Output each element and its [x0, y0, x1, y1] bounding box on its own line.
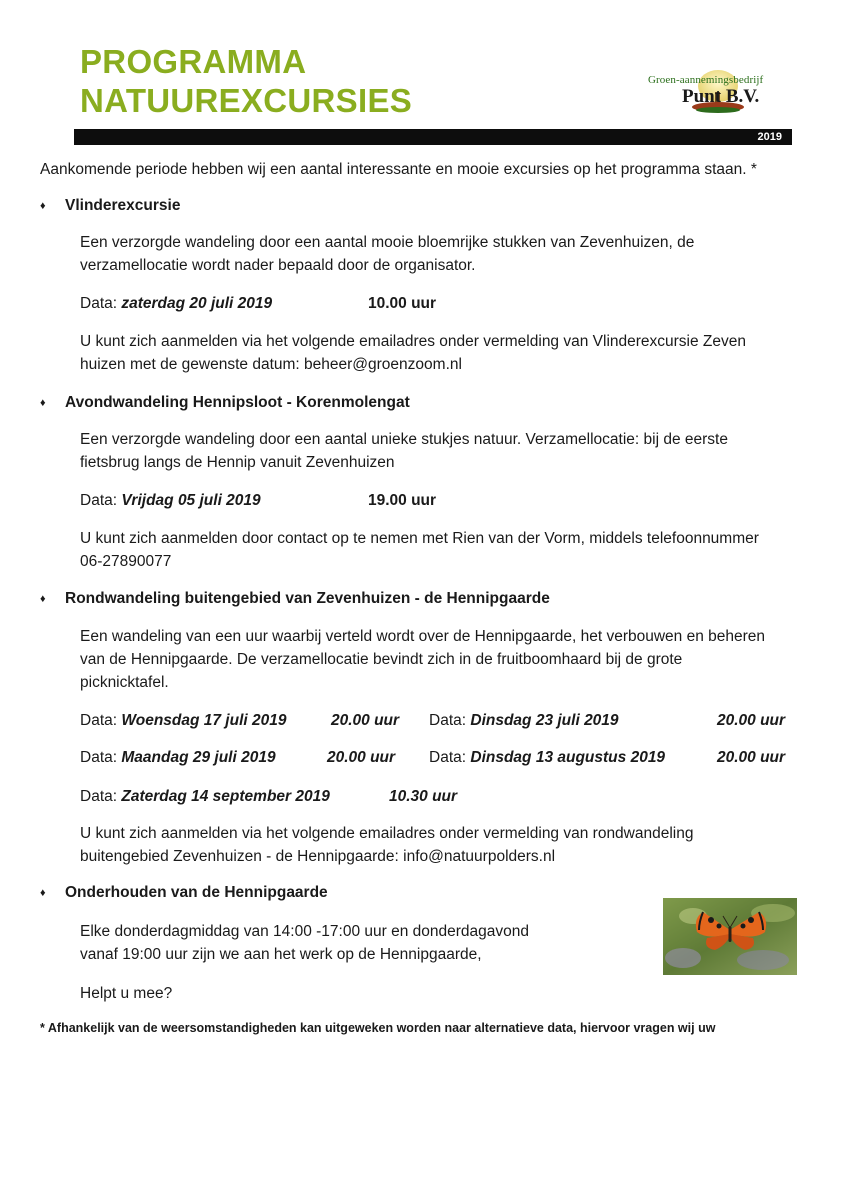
- date-value: Woensdag 17 juli 2019: [121, 712, 287, 729]
- butterfly-icon: [663, 898, 797, 975]
- bullet-icon: ♦: [40, 200, 46, 212]
- date-value: zaterdag 20 juli 2019: [121, 295, 273, 312]
- date-label: Data:: [80, 749, 118, 766]
- section-desc-line: verzamellocatie wordt nader bepaald door de organisator.: [80, 257, 476, 274]
- section-title: Onderhouden van de Hennipgaarde: [65, 884, 328, 901]
- section-desc-line: Elke donderdagmiddag van 14:00 -17:00 uur en donderdagavond: [80, 923, 529, 940]
- signup-line: buitengebied Zevenhuizen - de Hennipgaarde: info@natuurpolders.nl: [80, 848, 556, 865]
- section-title: Rondwandeling buitengebied van Zevenhuizen - de Hennipgaarde: [65, 590, 550, 607]
- section-desc-line: van de Hennipgaarde. De verzamellocatie bevindt zich in de fruitboomhaard bij de grote: [80, 651, 683, 668]
- signup-line: 06-27890077: [80, 553, 172, 570]
- date-row: [80, 746, 276, 769]
- time-value: 10.30 uur: [389, 788, 458, 805]
- bullet-icon: ♦: [40, 397, 46, 409]
- date-row: [429, 709, 619, 732]
- signup-line: U kunt zich aanmelden via het volgende emailadres onder vermelding van Vlinderexcursie Zeven: [80, 333, 747, 350]
- date-row: [80, 489, 261, 512]
- date-label: Data:: [429, 712, 467, 729]
- company-logo: [648, 70, 798, 122]
- date-value: Maandag 29 juli 2019: [121, 749, 276, 766]
- bullet-icon: ♦: [40, 593, 46, 605]
- intro-text: Aankomende periode hebben wij een aantal interessante en mooie excursies op het programma staan. *: [40, 161, 757, 178]
- section-desc-line: vanaf 19:00 uur zijn we aan het werk op de Hennipgaarde,: [80, 946, 482, 963]
- date-value: Vrijdag 05 juli 2019: [121, 492, 261, 509]
- title-line-1: PROGRAMMA: [80, 43, 307, 80]
- logo-company-name: Punt B.V.: [682, 86, 760, 107]
- date-row: [80, 292, 272, 315]
- date-label: Data:: [80, 788, 118, 805]
- date-row: [80, 709, 287, 732]
- section-desc-line: Een wandeling van een uur waarbij verteld wordt over de Hennipgaarde, het verbouwen en beheren: [80, 628, 766, 645]
- time-value: 20.00 uur: [327, 749, 396, 766]
- section-desc-line: Een verzorgde wandeling door een aantal mooie bloemrijke stukken van Zevenhuizen, de: [80, 234, 695, 251]
- section-desc-line: fietsbrug langs de Hennip vanuit Zevenhuizen: [80, 454, 395, 471]
- section-desc-line: picknicktafel.: [80, 674, 169, 691]
- date-value: Dinsdag 23 juli 2019: [470, 712, 619, 729]
- time-value: 20.00 uur: [717, 712, 786, 729]
- logo-tagline: Groen-aannemingsbedrijf: [648, 74, 764, 86]
- date-label: Data:: [80, 295, 118, 312]
- year-label: 2019: [757, 131, 782, 143]
- date-value: Zaterdag 14 september 2019: [121, 788, 330, 805]
- title-line-2: NATUUREXCURSIES: [80, 82, 413, 119]
- page-title: [80, 42, 412, 120]
- date-label: Data:: [80, 712, 118, 729]
- date-label: Data:: [80, 492, 118, 509]
- date-label: Data:: [429, 749, 467, 766]
- signup-line: huizen met de gewenste datum: beheer@groenzoom.nl: [80, 356, 462, 373]
- time-value: 10.00 uur: [368, 295, 437, 312]
- header-bar: [74, 129, 792, 145]
- butterfly-photo: [663, 898, 797, 975]
- closing-question: Helpt u mee?: [80, 985, 173, 1002]
- footnote: * Afhankelijk van de weersomstandigheden kan uitgeweken worden naar alternatieve data, hiervoor vragen wij uw: [40, 1021, 716, 1035]
- signup-line: U kunt zich aanmelden via het volgende emailadres onder vermelding van rondwandeling: [80, 825, 694, 842]
- section-title: Vlinderexcursie: [65, 197, 181, 214]
- date-value: Dinsdag 13 augustus 2019: [470, 749, 666, 766]
- time-value: 20.00 uur: [331, 712, 400, 729]
- date-row: [80, 785, 330, 808]
- date-row: [429, 746, 665, 769]
- time-value: 19.00 uur: [368, 492, 437, 509]
- time-value: 20.00 uur: [717, 749, 786, 766]
- section-title: Avondwandeling Hennipsloot - Korenmolengat: [65, 394, 410, 411]
- section-desc-line: Een verzorgde wandeling door een aantal unieke stukjes natuur. Verzamellocatie: bij de eerste: [80, 431, 728, 448]
- bullet-icon: ♦: [40, 887, 46, 899]
- signup-line: U kunt zich aanmelden door contact op te nemen met Rien van der Vorm, middels telefoonnummer: [80, 530, 759, 547]
